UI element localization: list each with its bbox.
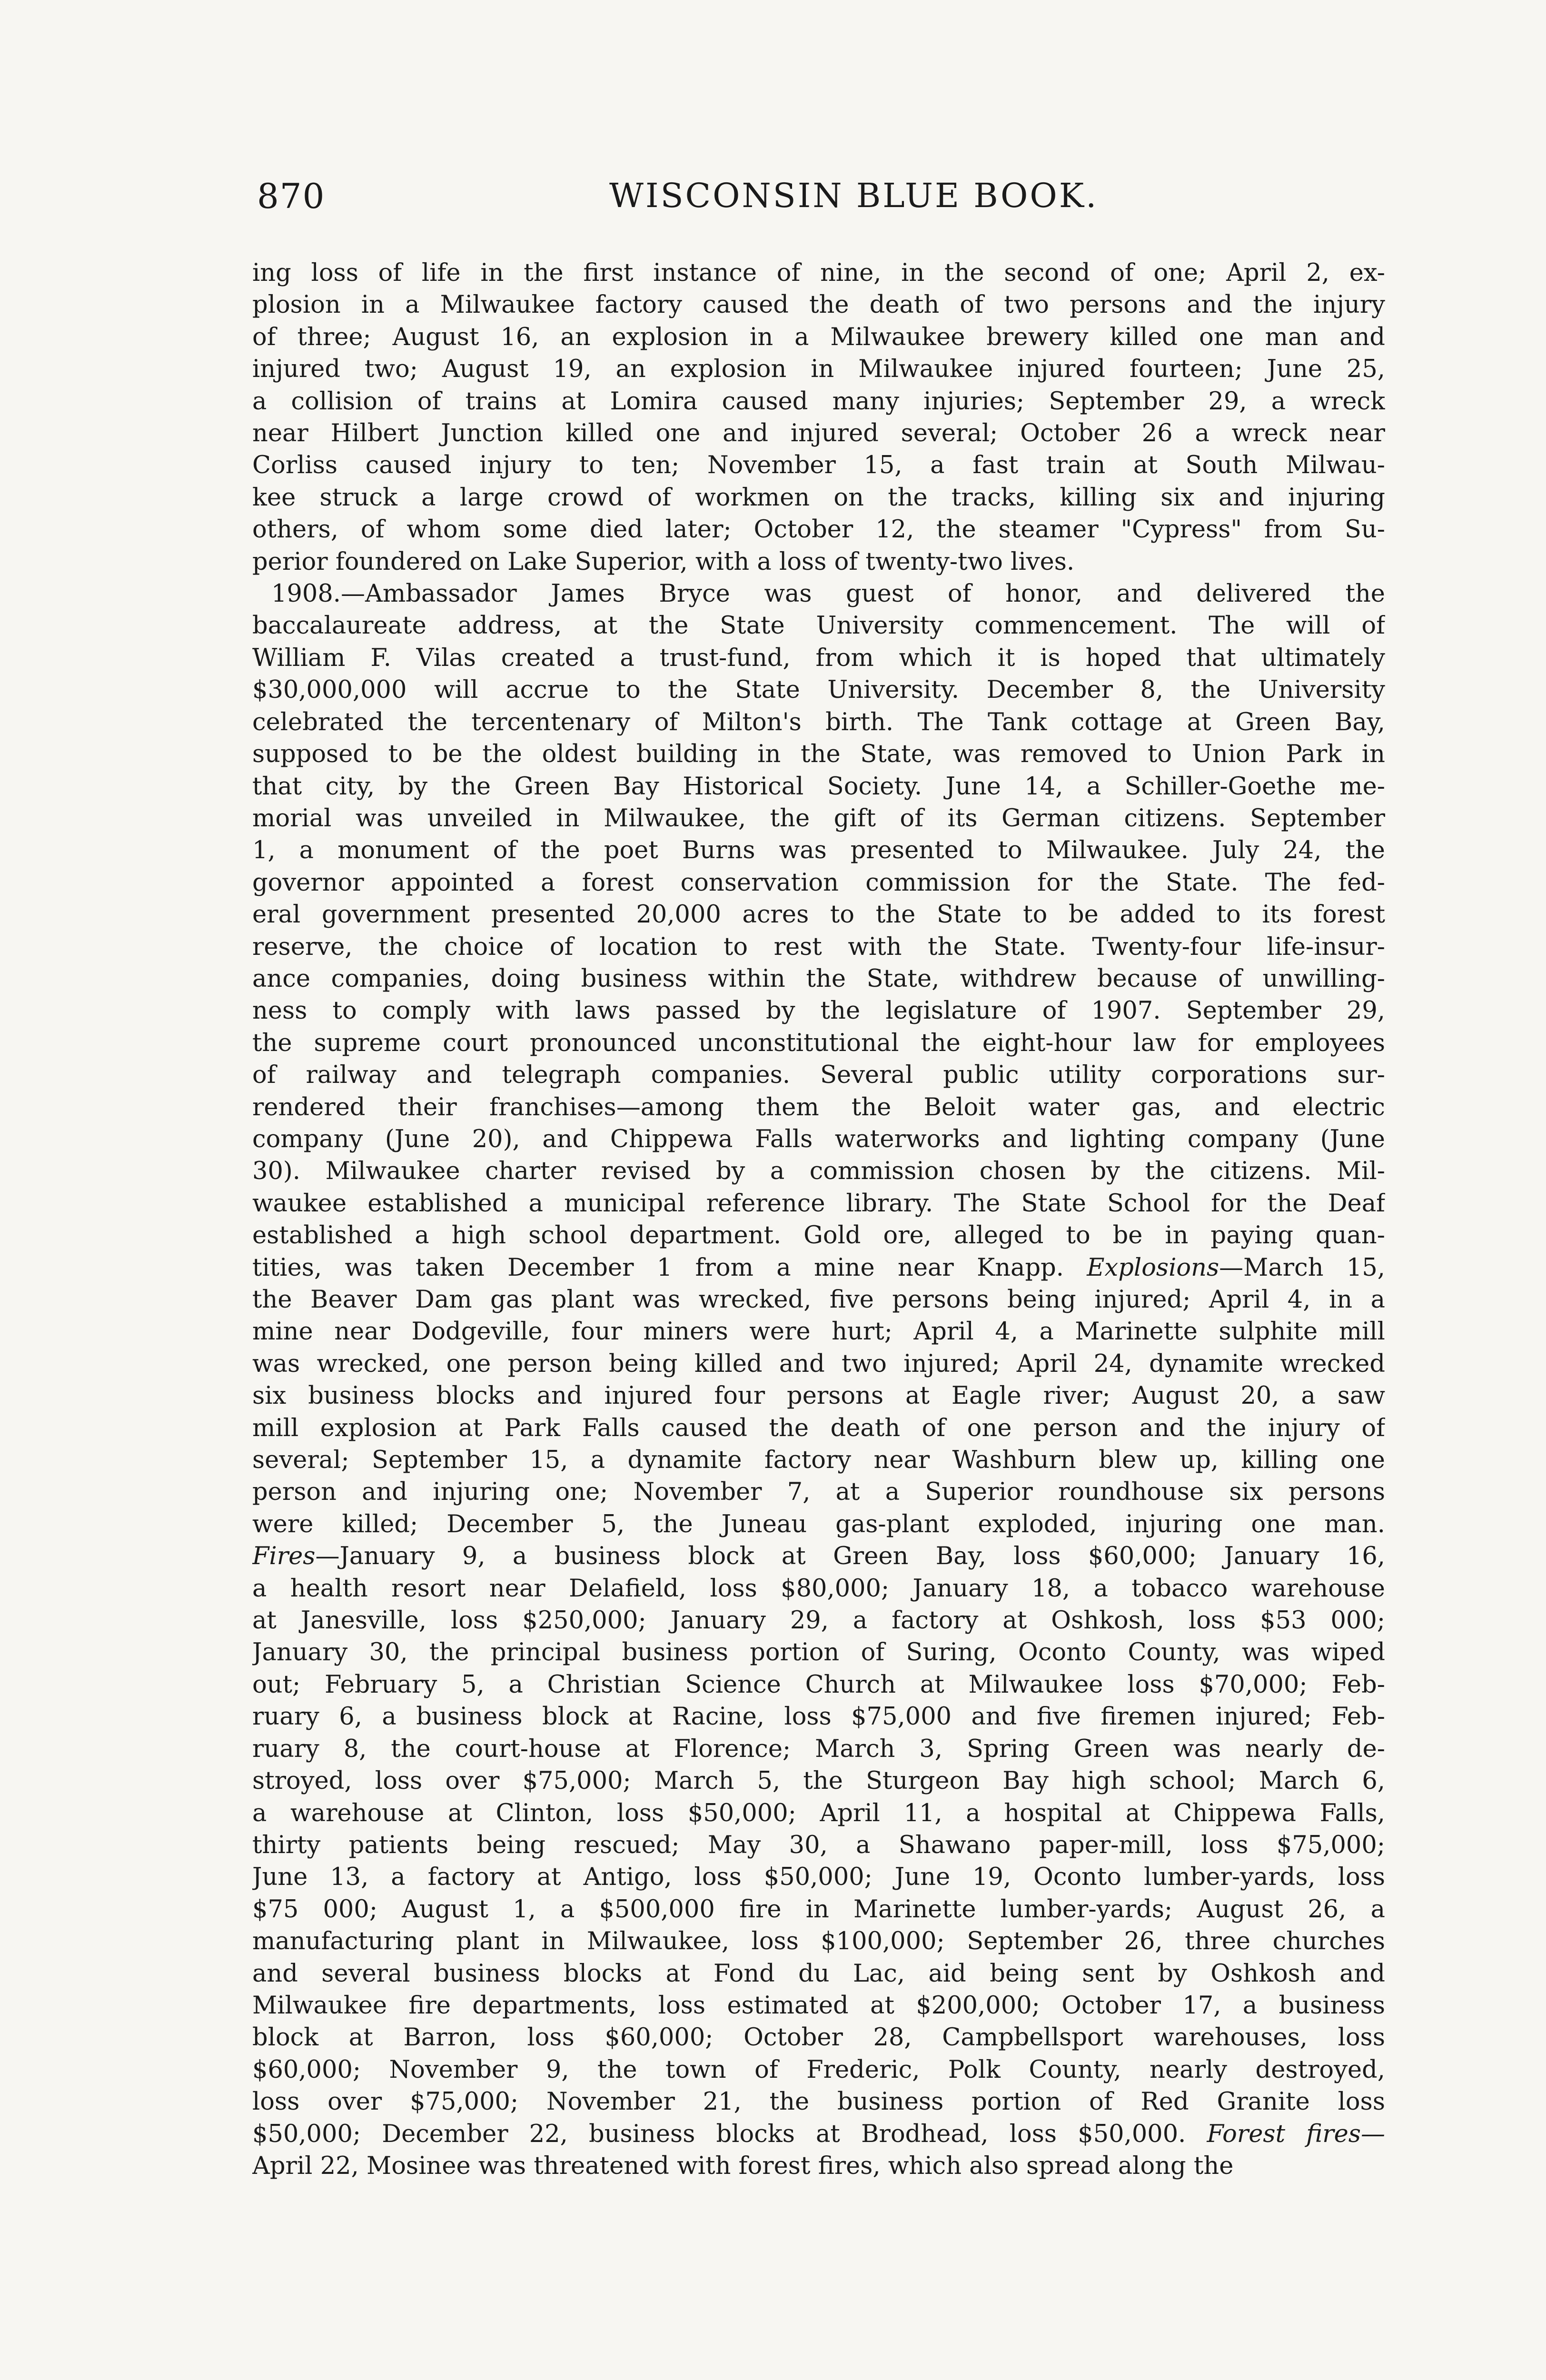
text-line: injured two; August 19, an explosion in Milwaukee injured fourteen; June 25,	[252, 355, 1385, 384]
text-line: waukee established a municipal reference library. The State School for the Deaf	[252, 1189, 1385, 1218]
italic-heading-forest-fires: Forest fires—	[1207, 2120, 1385, 2148]
text-line: that city, by the Green Bay Historical Society. June 14, a Schiller-Goethe me-	[252, 772, 1385, 801]
text-line: perior foundered on Lake Superior, with a loss of twenty-two lives.	[252, 547, 1075, 576]
page-number: 870	[257, 176, 326, 216]
text-line: Corliss caused injury to ten; November 15, a fast train at South Milwau-	[252, 451, 1385, 480]
text-line-forest-fires	[252, 2118, 1385, 2150]
text-line: reserve, the choice of location to rest with the State. Twenty-four life-insur-	[252, 932, 1385, 961]
text-line: kee struck a large crowd of workmen on the tracks, killing six and injuring	[252, 483, 1385, 512]
text-line: others, of whom some died later; October 12, the steamer "Cypress" from Su-	[252, 516, 1385, 544]
text-line: the supreme court pronounced unconstitutional the eight-hour law for employees	[252, 1029, 1385, 1057]
text-segment: $50,000; December 22, business blocks at Brodhead, loss $50,000.	[252, 2120, 1186, 2148]
text-line: morial was unveiled in Milwaukee, the gift of its German citizens. September	[252, 804, 1385, 833]
text-line: mill explosion at Park Falls caused the death of one person and the injury of	[252, 1414, 1385, 1442]
text-line: governor appointed a forest conservation commission for the State. The fed-	[252, 868, 1385, 897]
text-line: celebrated the tercentenary of Milton's birth. The Tank cottage at Green Bay,	[252, 708, 1385, 736]
text-line: out; February 5, a Christian Science Church at Milwaukee loss $70,000; Feb-	[252, 1670, 1385, 1699]
text-line: ruary 6, a business block at Racine, loss $75,000 and five firemen injured; Feb-	[252, 1703, 1385, 1731]
text-line: block at Barron, loss $60,000; October 28, Campbellsport warehouses, loss	[252, 2023, 1385, 2052]
text-line: the Beaver Dam gas plant was wrecked, five persons being injured; April 4, in a	[252, 1286, 1385, 1314]
page-header	[257, 176, 1361, 228]
text-line: of three; August 16, an explosion in a Milwaukee brewery killed one man and	[252, 323, 1385, 351]
text-line-1908: 1908.—Ambassador James Bryce was guest of honor, and delivered the	[271, 580, 1385, 608]
text-line: April 22, Mosinee was threatened with forest fires, which also spread along the	[252, 2152, 1234, 2180]
text-line: manufacturing plant in Milwaukee, loss $100,000; September 26, three churches	[252, 1927, 1385, 1956]
text-line: June 13, a factory at Antigo, loss $50,000; June 19, Oconto lumber-yards, loss	[252, 1863, 1385, 1892]
text-line: thirty patients being rescued; May 30, a Shawano paper-mill, loss $75,000;	[252, 1831, 1385, 1859]
text-line: William F. Vilas created a trust-fund, from which it is hoped that ultimately	[252, 644, 1385, 672]
text-line-explosions	[252, 1252, 1385, 1284]
text-line: rendered their franchises—among them the Beloit water gas, and electric	[252, 1093, 1385, 1121]
text-line: ruary 8, the court-house at Florence; March 3, Spring Green was nearly de-	[252, 1735, 1385, 1763]
text-line: near Hilbert Junction killed one and injured several; October 26 a wreck near	[252, 419, 1385, 448]
italic-heading-explosions: Explosions	[1087, 1253, 1219, 1282]
text-line: ness to comply with laws passed by the legislature of 1907. September 29,	[252, 997, 1385, 1025]
text-line: loss over $75,000; November 21, the business portion of Red Granite loss	[252, 2088, 1385, 2116]
text-line: January 30, the principal business portion of Suring, Oconto County, was wiped	[252, 1638, 1385, 1667]
italic-heading-fires: Fires	[252, 1542, 316, 1571]
text-segment: January 9, a business block at Green Bay, loss $60,000; January 16,	[339, 1542, 1385, 1571]
text-line: and several business blocks at Fond du Lac, aid being sent by Oshkosh and	[252, 1959, 1385, 1988]
text-line: 30). Milwaukee charter revised by a commission chosen by the citizens. Mil-	[252, 1157, 1385, 1186]
text-line: mine near Dodgeville, four miners were hurt; April 4, a Marinette sulphite mill	[252, 1318, 1385, 1346]
text-line: several; September 15, a dynamite factory near Washburn blew up, killing one	[252, 1446, 1385, 1475]
text-line: plosion in a Milwaukee factory caused the death of two persons and the injury	[252, 291, 1385, 319]
text-line: eral government presented 20,000 acres to the State to be added to its forest	[252, 901, 1385, 929]
text-line: a collision of trains at Lomira caused many injuries; September 29, a wreck	[252, 387, 1385, 416]
text-line: stroyed, loss over $75,000; March 5, the Sturgeon Bay high school; March 6,	[252, 1767, 1385, 1795]
text-line: a warehouse at Clinton, loss $50,000; April 11, a hospital at Chippewa Falls,	[252, 1799, 1385, 1827]
text-line: company (June 20), and Chippewa Falls waterworks and lighting company (June	[252, 1125, 1385, 1153]
text-segment: —March 15,	[1219, 1253, 1385, 1282]
text-line: ance companies, doing business within the State, withdrew because of unwilling-	[252, 964, 1385, 993]
text-line: of railway and telegraph companies. Several public utility corporations sur-	[252, 1061, 1385, 1090]
text-line: $75 000; August 1, a $500,000 fire in Marinette lumber-yards; August 26, a	[252, 1895, 1385, 1924]
text-segment: tities, was taken December 1 from a mine near Knapp.	[252, 1253, 1064, 1282]
text-line: person and injuring one; November 7, at a Superior roundhouse six persons	[252, 1478, 1385, 1507]
text-line: was wrecked, one person being killed and two injured; April 24, dynamite wrecked	[252, 1349, 1385, 1378]
text-line-fires: Fires—January 9, a business block at Green Bay, loss $60,000; January 16,	[252, 1542, 1385, 1571]
text-line: a health resort near Delafield, loss $80,000; January 18, a tobacco warehouse	[252, 1574, 1385, 1603]
body-text	[252, 257, 1385, 2313]
text-line: at Janesville, loss $250,000; January 29, a factory at Oshkosh, loss $53 000;	[252, 1606, 1385, 1635]
text-line: baccalaureate address, at the State University commencement. The will of	[252, 612, 1385, 640]
text-line: established a high school department. Gold ore, alleged to be in paying quan-	[252, 1221, 1385, 1250]
text-line: $60,000; November 9, the town of Frederic, Polk County, nearly destroyed,	[252, 2055, 1385, 2084]
text-line: six business blocks and injured four persons at Eagle river; August 20, a saw	[252, 1382, 1385, 1410]
text-line: $30,000,000 will accrue to the State University. December 8, the University	[252, 676, 1385, 704]
running-title: WISCONSIN BLUE BOOK.	[609, 176, 1099, 215]
text-line: supposed to be the oldest building in the State, was removed to Union Park in	[252, 740, 1385, 769]
text-line: 1, a monument of the poet Burns was presented to Milwaukee. July 24, the	[252, 836, 1385, 865]
text-line: Milwaukee fire departments, loss estimated at $200,000; October 17, a business	[252, 1991, 1385, 2020]
text-line: were killed; December 5, the Juneau gas-plant exploded, injuring one man.	[252, 1510, 1385, 1538]
text-line: ing loss of life in the first instance of nine, in the second of one; April 2, ex-	[252, 259, 1385, 287]
